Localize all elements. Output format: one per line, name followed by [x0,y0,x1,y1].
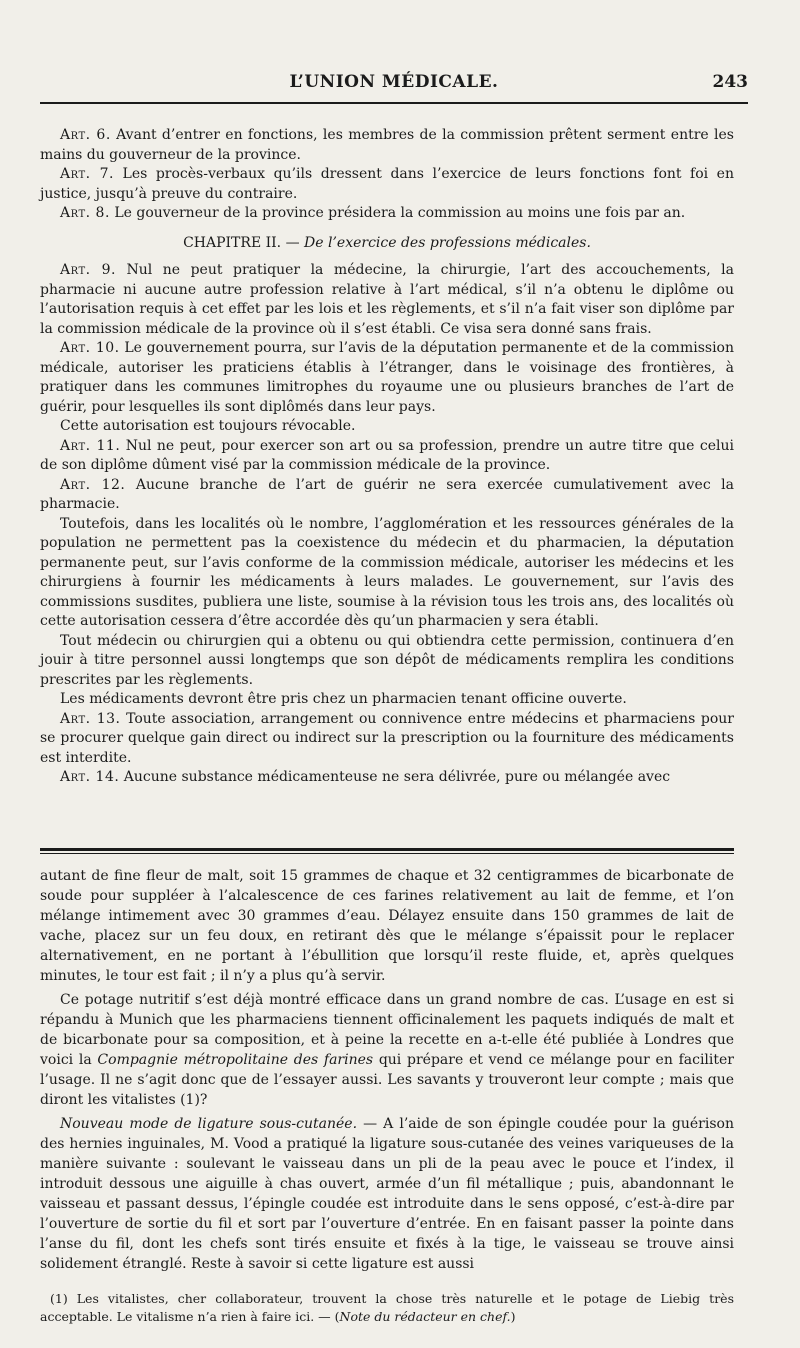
page-number: 243 [712,72,748,92]
ligature-text: — A l’aide de son épingle coudée pour la guérison des hernies inguinales, M. Vood a pratiqué la ligature sous-cutanée des veines variqueuses de la manière suivante : soulevant le vaisseau dans un pli de la peau avec le pouce et l’index, il introduit dessous une aiguille à chas ouvert, armée d’un fil métallique ; puis, abandonnant le vaisseau et passant dessus, l’épingle coudée est introduite dans le sens opposé, c’est-à-dire par l’ouverture de sortie du fil et sort par l’ouverture d’entrée. En en faisant passer la pointe dans l’anse du fil, dont les chefs sont tirés ensuite et fixés à la tige, le vaisseau se trouve ainsi solidement étranglé. Reste à savoir si cette ligature est aussi [40,1116,734,1272]
article-label: Art. 11. [60,437,121,454]
upper-section [40,126,734,788]
article-label: Art. 9. [60,262,116,278]
article-text: Toute association, arrangement ou connivence entre médecins et pharmaciens pour se procurer quelque gain direct ou indirect sur la prescription ou la fourniture des médicaments est interdite. [40,710,734,766]
chapter-heading [40,234,734,254]
separator-thin-rule [40,853,734,854]
company-name: Compagnie métropolitaine des farines [97,1052,374,1068]
article-text: Aucune branche de l’art de guérir ne sera exercée cumulativement avec la pharmacie. [40,476,734,512]
article-text: Avant d’entrer en fonctions, les membres de la commission prêtent serment entre les mains du gouverneur de la province. [40,127,734,163]
recipe-paragraph: autant de fine fleur de malt, soit 15 grammes de chaque et 32 centigrammes de bicarbonate de soude pour suppléer à l’alcalescence de ces farines relativement au lait de femme, et l’on mélange intimement avec 30 grammes d’eau. Délayez ensuite dans 150 grammes de lait de vache, placez sur un feu doux, en retirant dès que le mélange s’épaissit pour le replacer alternativement, en ne portant à l’ébullition que lorsqu’il reste fluide, et, après quelques minutes, le tour est fait ; il n’y a plus qu’à servir. [40,868,734,984]
footnote [40,1290,734,1326]
article-text: Les procès-verbaux qu’ils dressent dans l’exercice de leurs fonctions font foi en justice, jusqu’à preuve du contraire. [40,166,734,202]
article-12-paragraph-2: Toutefois, dans les localités où le nombre, l’agglomération et les ressources générales de la population ne permettent pas la coexistence du médecin et du pharmacien, la députation permanente peut, sur l’avis conforme de la commission médicale, autoriser les médecins et les chirurgiens à fournir les médicaments à leurs malades. Le gouvernement, sur l’avis des commissions susdites, publiera une liste, soumise à la révision tous les trois ans, des localités où cette autorisation cessera d’être accordée dès qu’un pharmacien y sera établi. [40,515,734,629]
journal-title: L’UNION MÉDICALE. [289,72,499,92]
article-10-paragraph-2: Cette autorisation est toujours révocable. [60,418,356,434]
header-rule [40,102,748,104]
article-13 [40,710,734,769]
article-12-paragraph-3: Tout médecin ou chirurgien qui a obtenu ou qui obtiendra cette permission, continuera d’en jouir à titre personnel aussi longtemps que son dépôt de médicaments remplira les conditions prescrites par les règlements. [40,632,734,688]
article-9 [40,261,734,339]
chapter-title: De l’exercice des professions médicales. [304,234,591,251]
article-text: Nul ne peut pratiquer la médecine, la chirurgie, l’art des accouchements, la pharmacie ni aucune autre profession relative à l’art médical, s’il n’a obtenu le diplôme ou l’autorisation requis à cet effet par les lois et les règlements, et s’il n’a fait viser son diplôme par la commission médicale de la province où il s’est établi. Ce visa sera donné sans frais. [40,262,734,337]
article-text: Le gouverneur de la province présidera la commission au moins une fois par an. [109,205,686,221]
footnote-close: ) [510,1309,516,1324]
article-label: Art. 13. [60,710,121,727]
footnote-text [40,1290,734,1326]
potage-text-b: qui prépare et vend ce mélange pour en faciliter l’usage. Il ne s’agit donc que de l’essayer aussi. Les savants y trouveront leur compte ; mais que diront les vitalistes (1)? [40,1052,734,1108]
article-label: Art. 12. [60,476,126,493]
article-10 [40,339,734,417]
potage-text-a: Ce potage nutritif s’est déjà montré efficace dans un grand nombre de cas. L’usage en est si répandu à Munich que les pharmaciens tiennent officinalement les paquets indiqués de malt et de bicarbonate pour sa composition, et à peine la recette en a-t-elle été publiée à Londres que voici la [40,992,734,1068]
article-text: Le gouvernement pourra, sur l’avis de la députation permanente et de la commission médicale, autoriser les praticiens établis à l’étranger, dans le voisinage des frontières, à pratiquer dans les communes limitrophes du royaume une ou plusieurs branches de l’art de guérir, pour lesquelles ils sont diplômés dans leur pays. [40,340,734,415]
article-text: Nul ne peut, pour exercer son art ou sa profession, prendre un autre titre que celui de son diplôme dûment visé par la commission médicale de la province. [40,437,734,473]
running-header [40,72,748,100]
separator-thick-rule [40,848,734,851]
section-separator [40,848,734,854]
article-12-paragraph-4: Les médicaments devront être pris chez un pharmacien tenant officine ouverte. [60,691,627,707]
article-8 [40,204,734,224]
article-6 [40,126,734,165]
article-11 [40,437,734,476]
article-12 [40,476,734,515]
article-label: Art. 14. [60,769,120,785]
article-label: Art. 6. [60,127,111,143]
lower-section [40,866,734,1274]
ligature-heading: Nouveau mode de ligature sous-cutanée. [60,1116,358,1132]
article-text: Aucune substance médicamenteuse ne sera délivrée, pure ou mélangée avec [119,769,671,785]
footnote-attribution: Note du rédacteur en chef. [339,1309,511,1324]
footnote-body: (1) Les vitalistes, cher collaborateur, trouvent la chose très naturelle et le potage de Liebig très acceptable. Le vitalisme n’a rien à faire ici. — ( [40,1291,734,1324]
article-7 [40,165,734,204]
article-label: Art. 8. [60,205,110,221]
article-label: Art. 7. [60,166,114,182]
potage-paragraph [40,990,734,1110]
chapter-label: CHAPITRE II. — [183,234,305,251]
article-label: Art. 10. [60,340,120,356]
article-14 [40,768,734,788]
ligature-paragraph [40,1114,734,1274]
